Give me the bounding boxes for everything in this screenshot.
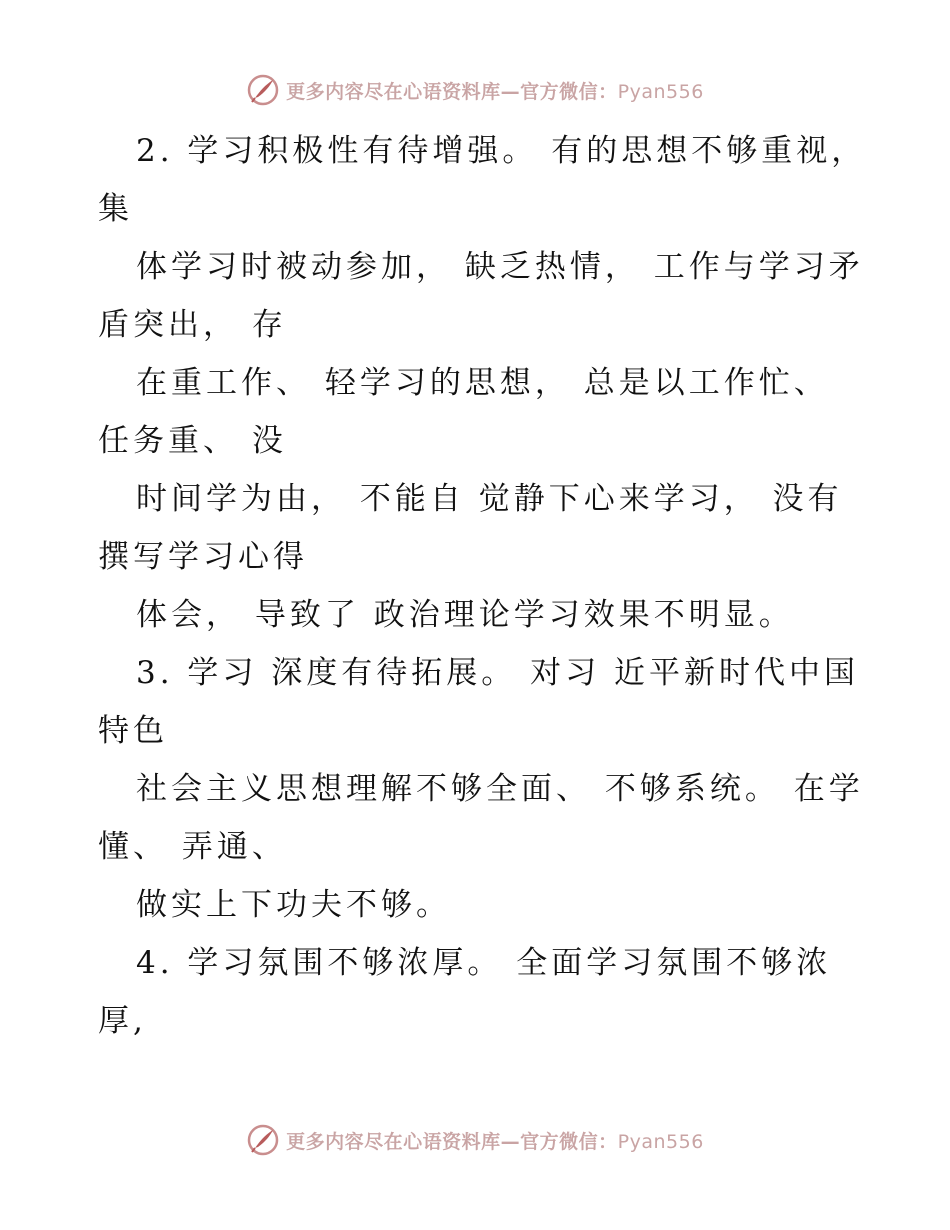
text-line: 体会， 导致了 政治理论学习效果不明显。 xyxy=(136,597,794,633)
text-line: 做实上下功夫不够。 xyxy=(136,887,451,923)
banner-text-main: 更多内容尽在心语资料库—官方微信： xyxy=(286,1130,618,1153)
banner-text xyxy=(286,77,704,104)
text-line: 懂、 弄通、 xyxy=(98,829,287,865)
footer-banner xyxy=(0,1120,950,1160)
document-body xyxy=(98,122,867,1050)
text-line: 厚, xyxy=(98,1003,147,1039)
text-line: 特色 xyxy=(98,713,168,749)
banner-text xyxy=(286,1127,704,1154)
text-line: 在重工作、 轻学习的思想， 总是以工作忙、 xyxy=(136,365,829,401)
text-line: 时间学为由， 不能自 觉静下心来学习， 没有 xyxy=(136,481,843,517)
feather-pen-logo-icon xyxy=(246,1123,280,1157)
banner-wechat-handle: Pyan556 xyxy=(617,80,704,103)
banner-wechat-handle: Pyan556 xyxy=(617,1130,704,1153)
text-line: 2. 学习积极性有待增强。 有的思想不够重视， xyxy=(136,133,867,169)
text-line: 社会主义思想理解不够全面、 不够系统。 在学 xyxy=(136,771,864,807)
text-line: 3. 学习 深度有待拓展。 对习 近平新时代中国 xyxy=(136,655,859,691)
text-line: 任务重、 没 xyxy=(98,423,287,459)
text-line: 盾突出， 存 xyxy=(98,307,287,343)
text-line: 撰写学习心得 xyxy=(98,539,308,575)
text-line: 集 xyxy=(98,191,133,227)
text-line: 体学习时被动参加， 缺乏热情， 工作与学习矛 xyxy=(136,249,864,285)
feather-pen-logo-icon xyxy=(246,73,280,107)
banner-text-main: 更多内容尽在心语资料库—官方微信： xyxy=(286,80,618,103)
header-banner xyxy=(0,70,950,110)
text-line: 4. 学习氛围不够浓厚。 全面学习氛围不够浓 xyxy=(136,945,832,981)
